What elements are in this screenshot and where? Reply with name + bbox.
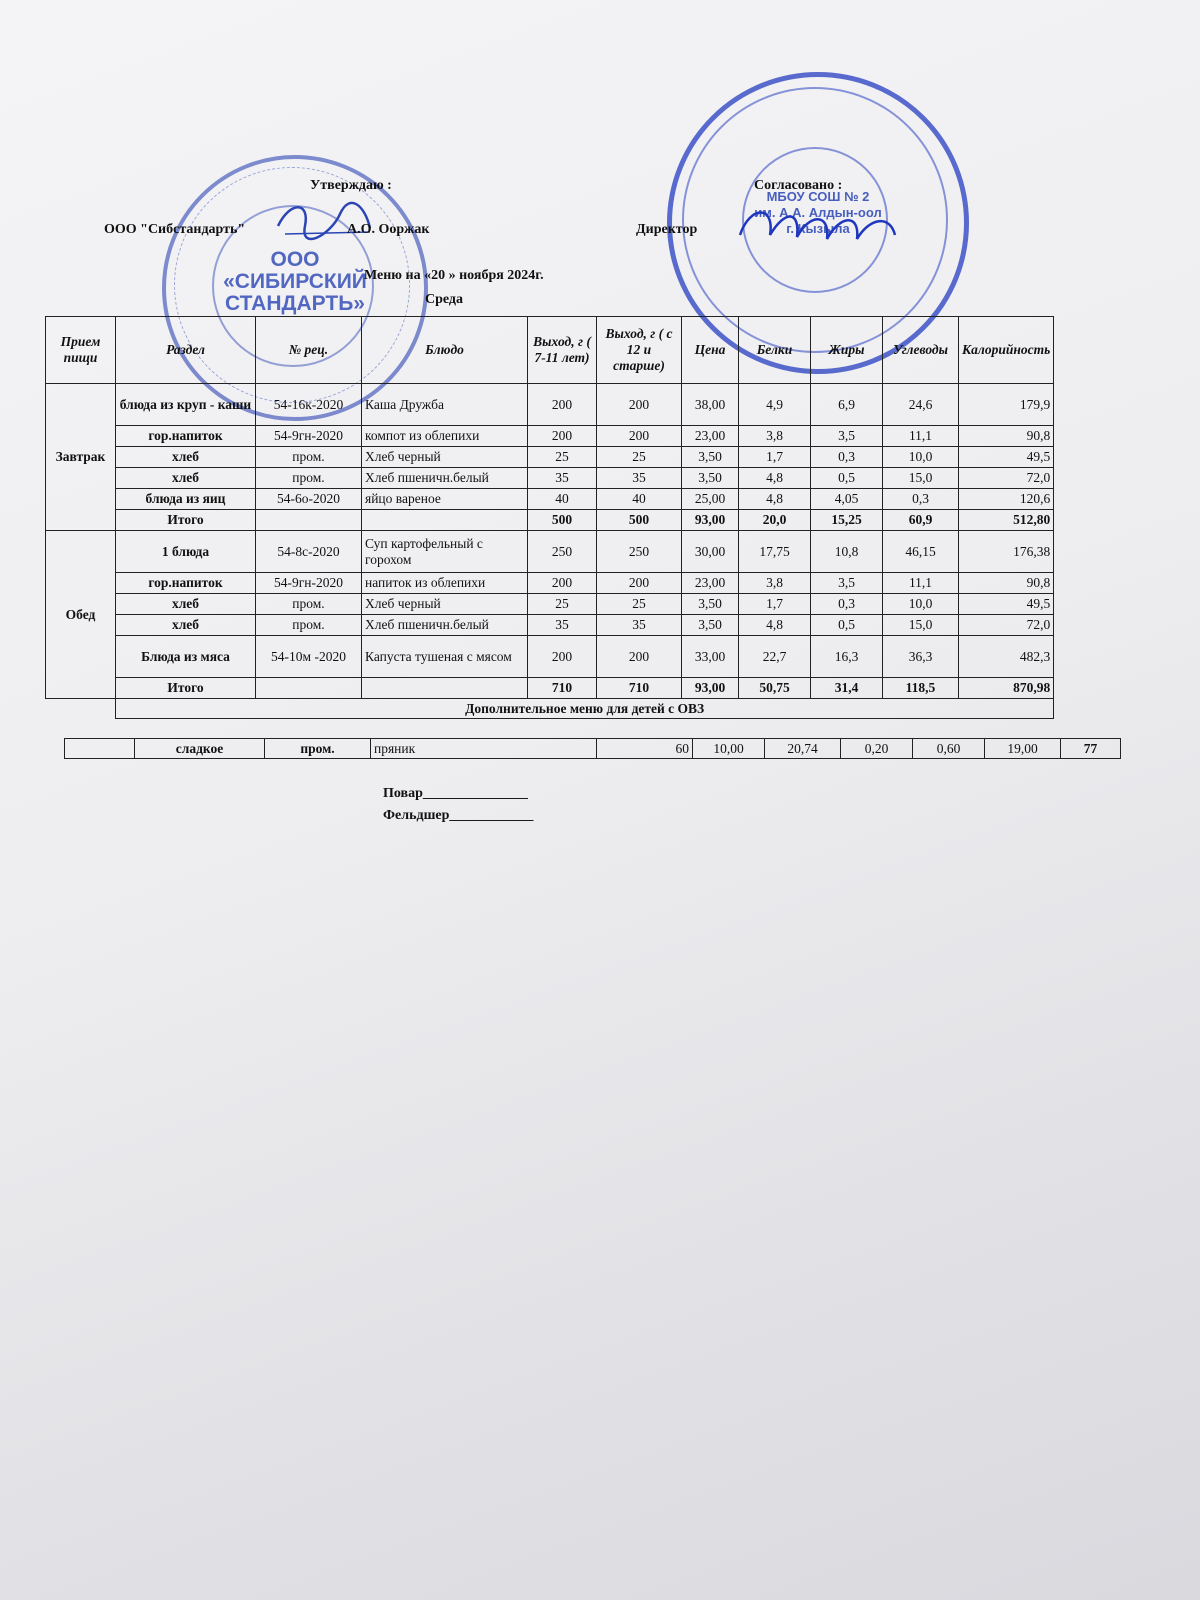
yield-cell: 200 xyxy=(597,384,682,426)
seal-line: им. А.А. Алдын-оол xyxy=(754,205,882,220)
empty-cell xyxy=(362,510,528,531)
table-row xyxy=(46,615,1054,636)
section-cell: хлеб xyxy=(116,468,256,489)
recipe-cell: пром. xyxy=(256,447,362,468)
yield-cell: 60 xyxy=(597,739,693,759)
column-header: № рец. xyxy=(256,317,362,384)
kcal-cell: 90,8 xyxy=(959,573,1054,594)
carb-cell: 15,0 xyxy=(883,468,959,489)
yield-cell: 200 xyxy=(597,636,682,678)
fat-cell: 4,05 xyxy=(811,489,883,510)
fat-cell: 16,3 xyxy=(811,636,883,678)
recipe-cell: пром. xyxy=(265,739,371,759)
empty-cell xyxy=(65,739,135,759)
protein-cell: 3,8 xyxy=(739,573,811,594)
approve-label: Утверждаю : xyxy=(310,178,392,193)
extra-menu-title: Дополнительное меню для детей с ОВЗ xyxy=(116,699,1054,719)
carb-cell: 46,15 xyxy=(883,531,959,573)
dish-cell: Каша Дружба xyxy=(362,384,528,426)
empty-cell xyxy=(256,678,362,699)
yield-cell: 35 xyxy=(528,615,597,636)
carb-cell: 36,3 xyxy=(883,636,959,678)
fat-cell: 0,3 xyxy=(811,594,883,615)
section-cell: Блюда из мяса xyxy=(116,636,256,678)
kcal-cell: 176,38 xyxy=(959,531,1054,573)
price-cell: 10,00 xyxy=(693,739,765,759)
yield-cell: 35 xyxy=(597,468,682,489)
yield-cell: 25 xyxy=(528,594,597,615)
price-cell: 3,50 xyxy=(682,468,739,489)
protein-cell: 4,9 xyxy=(739,384,811,426)
total-fat: 15,25 xyxy=(811,510,883,531)
column-header: Углеводы xyxy=(883,317,959,384)
price-cell: 38,00 xyxy=(682,384,739,426)
agreed-label: Согласовано : xyxy=(754,178,843,193)
table-row xyxy=(46,489,1054,510)
price-cell: 23,00 xyxy=(682,573,739,594)
menu-title: Меню на «20 » ноября 2024г. xyxy=(364,268,544,283)
column-header: Белки xyxy=(739,317,811,384)
menu-table xyxy=(45,316,1054,719)
dish-cell: Суп картофельный с горохом xyxy=(362,531,528,573)
kcal-cell: 49,5 xyxy=(959,594,1054,615)
fat-cell: 0,5 xyxy=(811,615,883,636)
kcal-cell: 482,3 xyxy=(959,636,1054,678)
empty-cell xyxy=(362,678,528,699)
price-cell: 3,50 xyxy=(682,447,739,468)
total-price: 93,00 xyxy=(682,510,739,531)
yield-cell: 200 xyxy=(528,426,597,447)
carb-cell: 10,0 xyxy=(883,447,959,468)
carb-cell: 0,60 xyxy=(913,739,985,759)
fat-cell: 0,20 xyxy=(841,739,913,759)
protein-cell: 4,8 xyxy=(739,468,811,489)
column-header: Калорийность xyxy=(959,317,1054,384)
column-header: Раздел xyxy=(116,317,256,384)
last-cell: 77 xyxy=(1061,739,1121,759)
table-row xyxy=(46,384,1054,426)
protein-cell: 4,8 xyxy=(739,489,811,510)
yield-cell: 200 xyxy=(528,636,597,678)
meal-name: Обед xyxy=(46,531,116,699)
total-price: 93,00 xyxy=(682,678,739,699)
total-protein: 50,75 xyxy=(739,678,811,699)
yield-cell: 250 xyxy=(597,531,682,573)
column-header: Цена xyxy=(682,317,739,384)
yield-cell: 25 xyxy=(597,447,682,468)
signature-left xyxy=(270,196,380,246)
yield-cell: 35 xyxy=(597,615,682,636)
protein-cell: 22,7 xyxy=(739,636,811,678)
recipe-cell: пром. xyxy=(256,594,362,615)
protein-cell: 4,8 xyxy=(739,615,811,636)
recipe-cell: 54-6о-2020 xyxy=(256,489,362,510)
total-row xyxy=(46,510,1054,531)
price-cell: 3,50 xyxy=(682,594,739,615)
kcal-cell: 19,00 xyxy=(985,739,1061,759)
meal-name: Завтрак xyxy=(46,384,116,531)
total-kcal: 512,80 xyxy=(959,510,1054,531)
section-cell: хлеб xyxy=(116,615,256,636)
dish-cell: Хлеб черный xyxy=(362,447,528,468)
cook-signature-line: Повар_______________ xyxy=(383,786,528,801)
total-label: Итого xyxy=(116,678,256,699)
recipe-cell: 54-9гн-2020 xyxy=(256,573,362,594)
protein-cell: 1,7 xyxy=(739,594,811,615)
yield-cell: 200 xyxy=(528,384,597,426)
total-yield: 710 xyxy=(528,678,597,699)
total-yield: 500 xyxy=(528,510,597,531)
fat-cell: 6,9 xyxy=(811,384,883,426)
protein-cell: 3,8 xyxy=(739,426,811,447)
kcal-cell: 72,0 xyxy=(959,615,1054,636)
kcal-cell: 120,6 xyxy=(959,489,1054,510)
empty-cell xyxy=(46,699,116,719)
carb-cell: 15,0 xyxy=(883,615,959,636)
section-cell: сладкое xyxy=(135,739,265,759)
fat-cell: 0,5 xyxy=(811,468,883,489)
kcal-cell: 49,5 xyxy=(959,447,1054,468)
recipe-cell: 54-9гн-2020 xyxy=(256,426,362,447)
recipe-cell: 54-8с-2020 xyxy=(256,531,362,573)
column-header: Выход, г ( с 12 и старше) xyxy=(597,317,682,384)
yield-cell: 200 xyxy=(597,573,682,594)
column-header: Жиры xyxy=(811,317,883,384)
fat-cell: 10,8 xyxy=(811,531,883,573)
medic-signature-line: Фельдшер____________ xyxy=(383,808,534,823)
total-row xyxy=(46,678,1054,699)
yield-cell: 200 xyxy=(597,426,682,447)
seal-line: г. Кызыла xyxy=(786,221,850,236)
yield-cell: 40 xyxy=(597,489,682,510)
kcal-cell: 179,9 xyxy=(959,384,1054,426)
protein-cell: 1,7 xyxy=(739,447,811,468)
price-cell: 33,00 xyxy=(682,636,739,678)
section-cell: хлеб xyxy=(116,594,256,615)
table-row xyxy=(46,468,1054,489)
weekday: Среда xyxy=(425,292,464,307)
table-header-row xyxy=(46,317,1054,384)
signature-right xyxy=(735,195,905,255)
fat-cell: 0,3 xyxy=(811,447,883,468)
table-row xyxy=(46,426,1054,447)
carb-cell: 11,1 xyxy=(883,426,959,447)
fat-cell: 3,5 xyxy=(811,573,883,594)
section-cell: блюда из круп - каши xyxy=(116,384,256,426)
extra-menu-title-row xyxy=(46,699,1054,719)
recipe-cell: 54-10м -2020 xyxy=(256,636,362,678)
protein-cell: 17,75 xyxy=(739,531,811,573)
table-row xyxy=(46,636,1054,678)
total-yield: 710 xyxy=(597,678,682,699)
total-label: Итого xyxy=(116,510,256,531)
fat-cell: 3,5 xyxy=(811,426,883,447)
total-kcal: 870,98 xyxy=(959,678,1054,699)
table-row xyxy=(46,447,1054,468)
dish-cell: компот из облепихи xyxy=(362,426,528,447)
kcal-cell: 72,0 xyxy=(959,468,1054,489)
price-cell: 25,00 xyxy=(682,489,739,510)
yield-cell: 250 xyxy=(528,531,597,573)
seal-line: МБОУ СОШ № 2 xyxy=(766,189,870,204)
dish-cell: напиток из облепихи xyxy=(362,573,528,594)
total-yield: 500 xyxy=(597,510,682,531)
recipe-cell: пром. xyxy=(256,615,362,636)
dish-cell: Хлеб черный xyxy=(362,594,528,615)
dish-cell: яйцо вареное xyxy=(362,489,528,510)
kcal-cell: 90,8 xyxy=(959,426,1054,447)
column-header: Прием пищи xyxy=(46,317,116,384)
yield-cell: 40 xyxy=(528,489,597,510)
section-cell: 1 блюда xyxy=(116,531,256,573)
carb-cell: 11,1 xyxy=(883,573,959,594)
empty-cell xyxy=(256,510,362,531)
recipe-cell: 54-16к-2020 xyxy=(256,384,362,426)
price-cell: 3,50 xyxy=(682,615,739,636)
signer-name: А.О. Ооржак xyxy=(347,222,430,237)
price-cell: 23,00 xyxy=(682,426,739,447)
seal-line: СТАНДАРТЬ» xyxy=(225,292,365,315)
table-row xyxy=(46,531,1054,573)
column-header: Выход, г ( 7-11 лет) xyxy=(528,317,597,384)
dish-cell: пряник xyxy=(371,739,597,759)
price-cell: 30,00 xyxy=(682,531,739,573)
table-row xyxy=(46,573,1054,594)
section-cell: гор.напиток xyxy=(116,573,256,594)
column-header: Блюдо xyxy=(362,317,528,384)
yield-cell: 35 xyxy=(528,468,597,489)
table-row xyxy=(46,594,1054,615)
extra-menu-table xyxy=(64,738,1121,759)
section-cell: блюда из яиц xyxy=(116,489,256,510)
total-fat: 31,4 xyxy=(811,678,883,699)
total-protein: 20,0 xyxy=(739,510,811,531)
organization-name: ООО "Сибстандарть" xyxy=(104,222,246,237)
seal-line: «СИБИРСКИЙ xyxy=(223,270,367,293)
carb-cell: 24,6 xyxy=(883,384,959,426)
seal-line: ООО xyxy=(270,248,320,271)
total-carb: 60,9 xyxy=(883,510,959,531)
carb-cell: 0,3 xyxy=(883,489,959,510)
director-label: Директор xyxy=(636,222,698,237)
dish-cell: Хлеб пшеничн.белый xyxy=(362,468,528,489)
dish-cell: Хлеб пшеничн.белый xyxy=(362,615,528,636)
dish-cell: Капуста тушеная с мясом xyxy=(362,636,528,678)
yield-cell: 200 xyxy=(528,573,597,594)
section-cell: гор.напиток xyxy=(116,426,256,447)
carb-cell: 10,0 xyxy=(883,594,959,615)
recipe-cell: пром. xyxy=(256,468,362,489)
total-carb: 118,5 xyxy=(883,678,959,699)
section-cell: хлеб xyxy=(116,447,256,468)
yield-cell: 25 xyxy=(597,594,682,615)
yield-cell: 25 xyxy=(528,447,597,468)
table-row xyxy=(65,739,1121,759)
protein-cell: 20,74 xyxy=(765,739,841,759)
